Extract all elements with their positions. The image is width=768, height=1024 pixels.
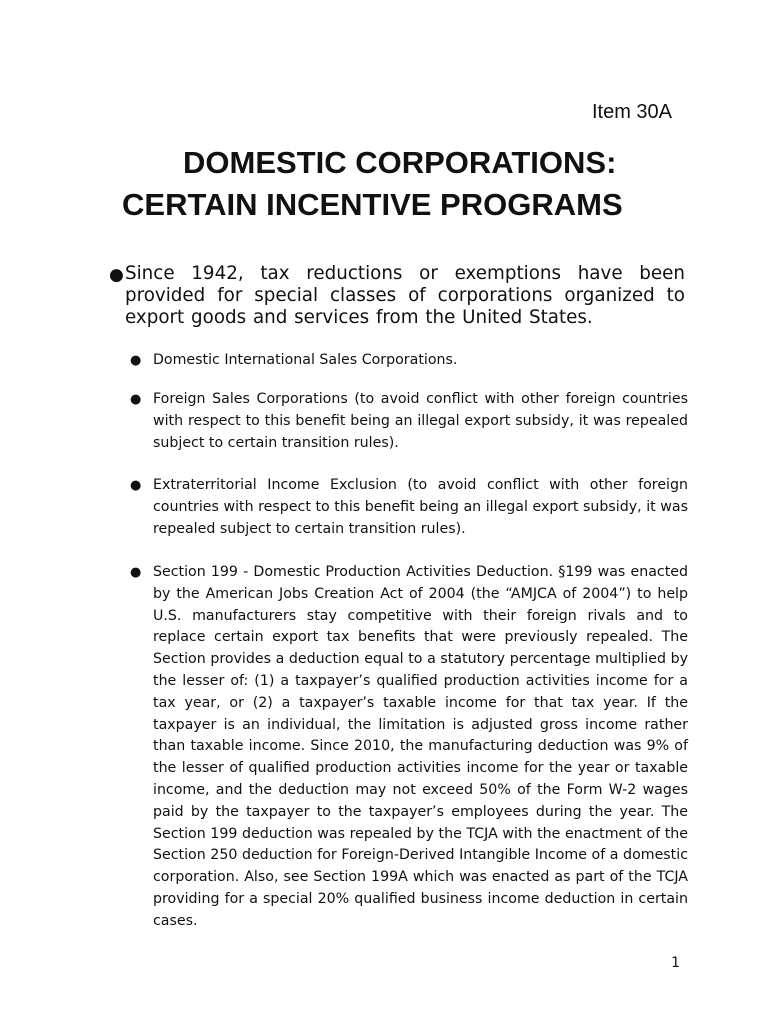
lead-paragraph: Since 1942, tax reductions or exemptions have been provided for special classes of corporations organized to export goods and services from the United States. [125, 263, 685, 328]
bullet-icon: ● [130, 565, 142, 580]
list-item-text: Section 199 - Domestic Production Activities Deduction. §199 was enacted by the American Jobs Creation Act of 2004 (the “AMJCA of 2004”) to help U.S. manufacturers stay competitive with their foreign rivals and to replace certain export tax benefits that were previously repealed. The Section provides a deduction equal to a statutory percentage multiplied by the lesser of: (1) a taxpayer’s qualified production activities income for a tax year, or (2) a taxpayer’s taxable income for that tax year. If the taxpayer is an individual, the limitation is adjusted gross income rather than taxable income. Since 2010, the manufacturing deduction was 9% of the lesser of qualified production activities income for the year or taxable income, and the deduction may not exceed 50% of the Form W-2 wages paid by the taxpayer to the taxpayer’s employees during the year. The Section 199 deduction was repealed by the TCJA with the enactment of the Section 250 deduction for Foreign-Derived Intangible Income of a domestic corporation. Also, see Section 199A which was enacted as part of the TCJA providing for a special 20% qualified business income deduction in certain cases. [153, 564, 688, 929]
list-item-fsc [130, 389, 688, 454]
list-item-text: Foreign Sales Corporations (to avoid conflict with other foreign countries with respect to this benefit being an illegal export subsidy, it was repealed subject to certain transition rules). [153, 391, 688, 451]
bullet-icon: ● [109, 265, 124, 285]
list-item-disc [130, 350, 688, 372]
bullet-icon: ● [130, 392, 142, 407]
list-item-eti [130, 475, 688, 540]
title-line-2: CERTAIN INCENTIVE PROGRAMS [122, 187, 623, 222]
lead-bullet-item [109, 263, 685, 329]
page-title [122, 142, 682, 226]
item-label: Item 30A [591, 101, 672, 123]
list-item-section-199 [130, 562, 688, 933]
list-item-text: Extraterritorial Income Exclusion (to avoid conflict with other foreign countries with respect to this benefit being an illegal export subsidy, it was repealed subject to certain transition rules). [153, 477, 688, 537]
page-number: 1 [671, 955, 680, 971]
bullet-icon: ● [130, 353, 142, 368]
bullet-icon: ● [130, 478, 142, 493]
list-item-text: Domestic International Sales Corporations. [153, 352, 458, 368]
title-line-1: DOMESTIC CORPORATIONS: [183, 145, 617, 180]
